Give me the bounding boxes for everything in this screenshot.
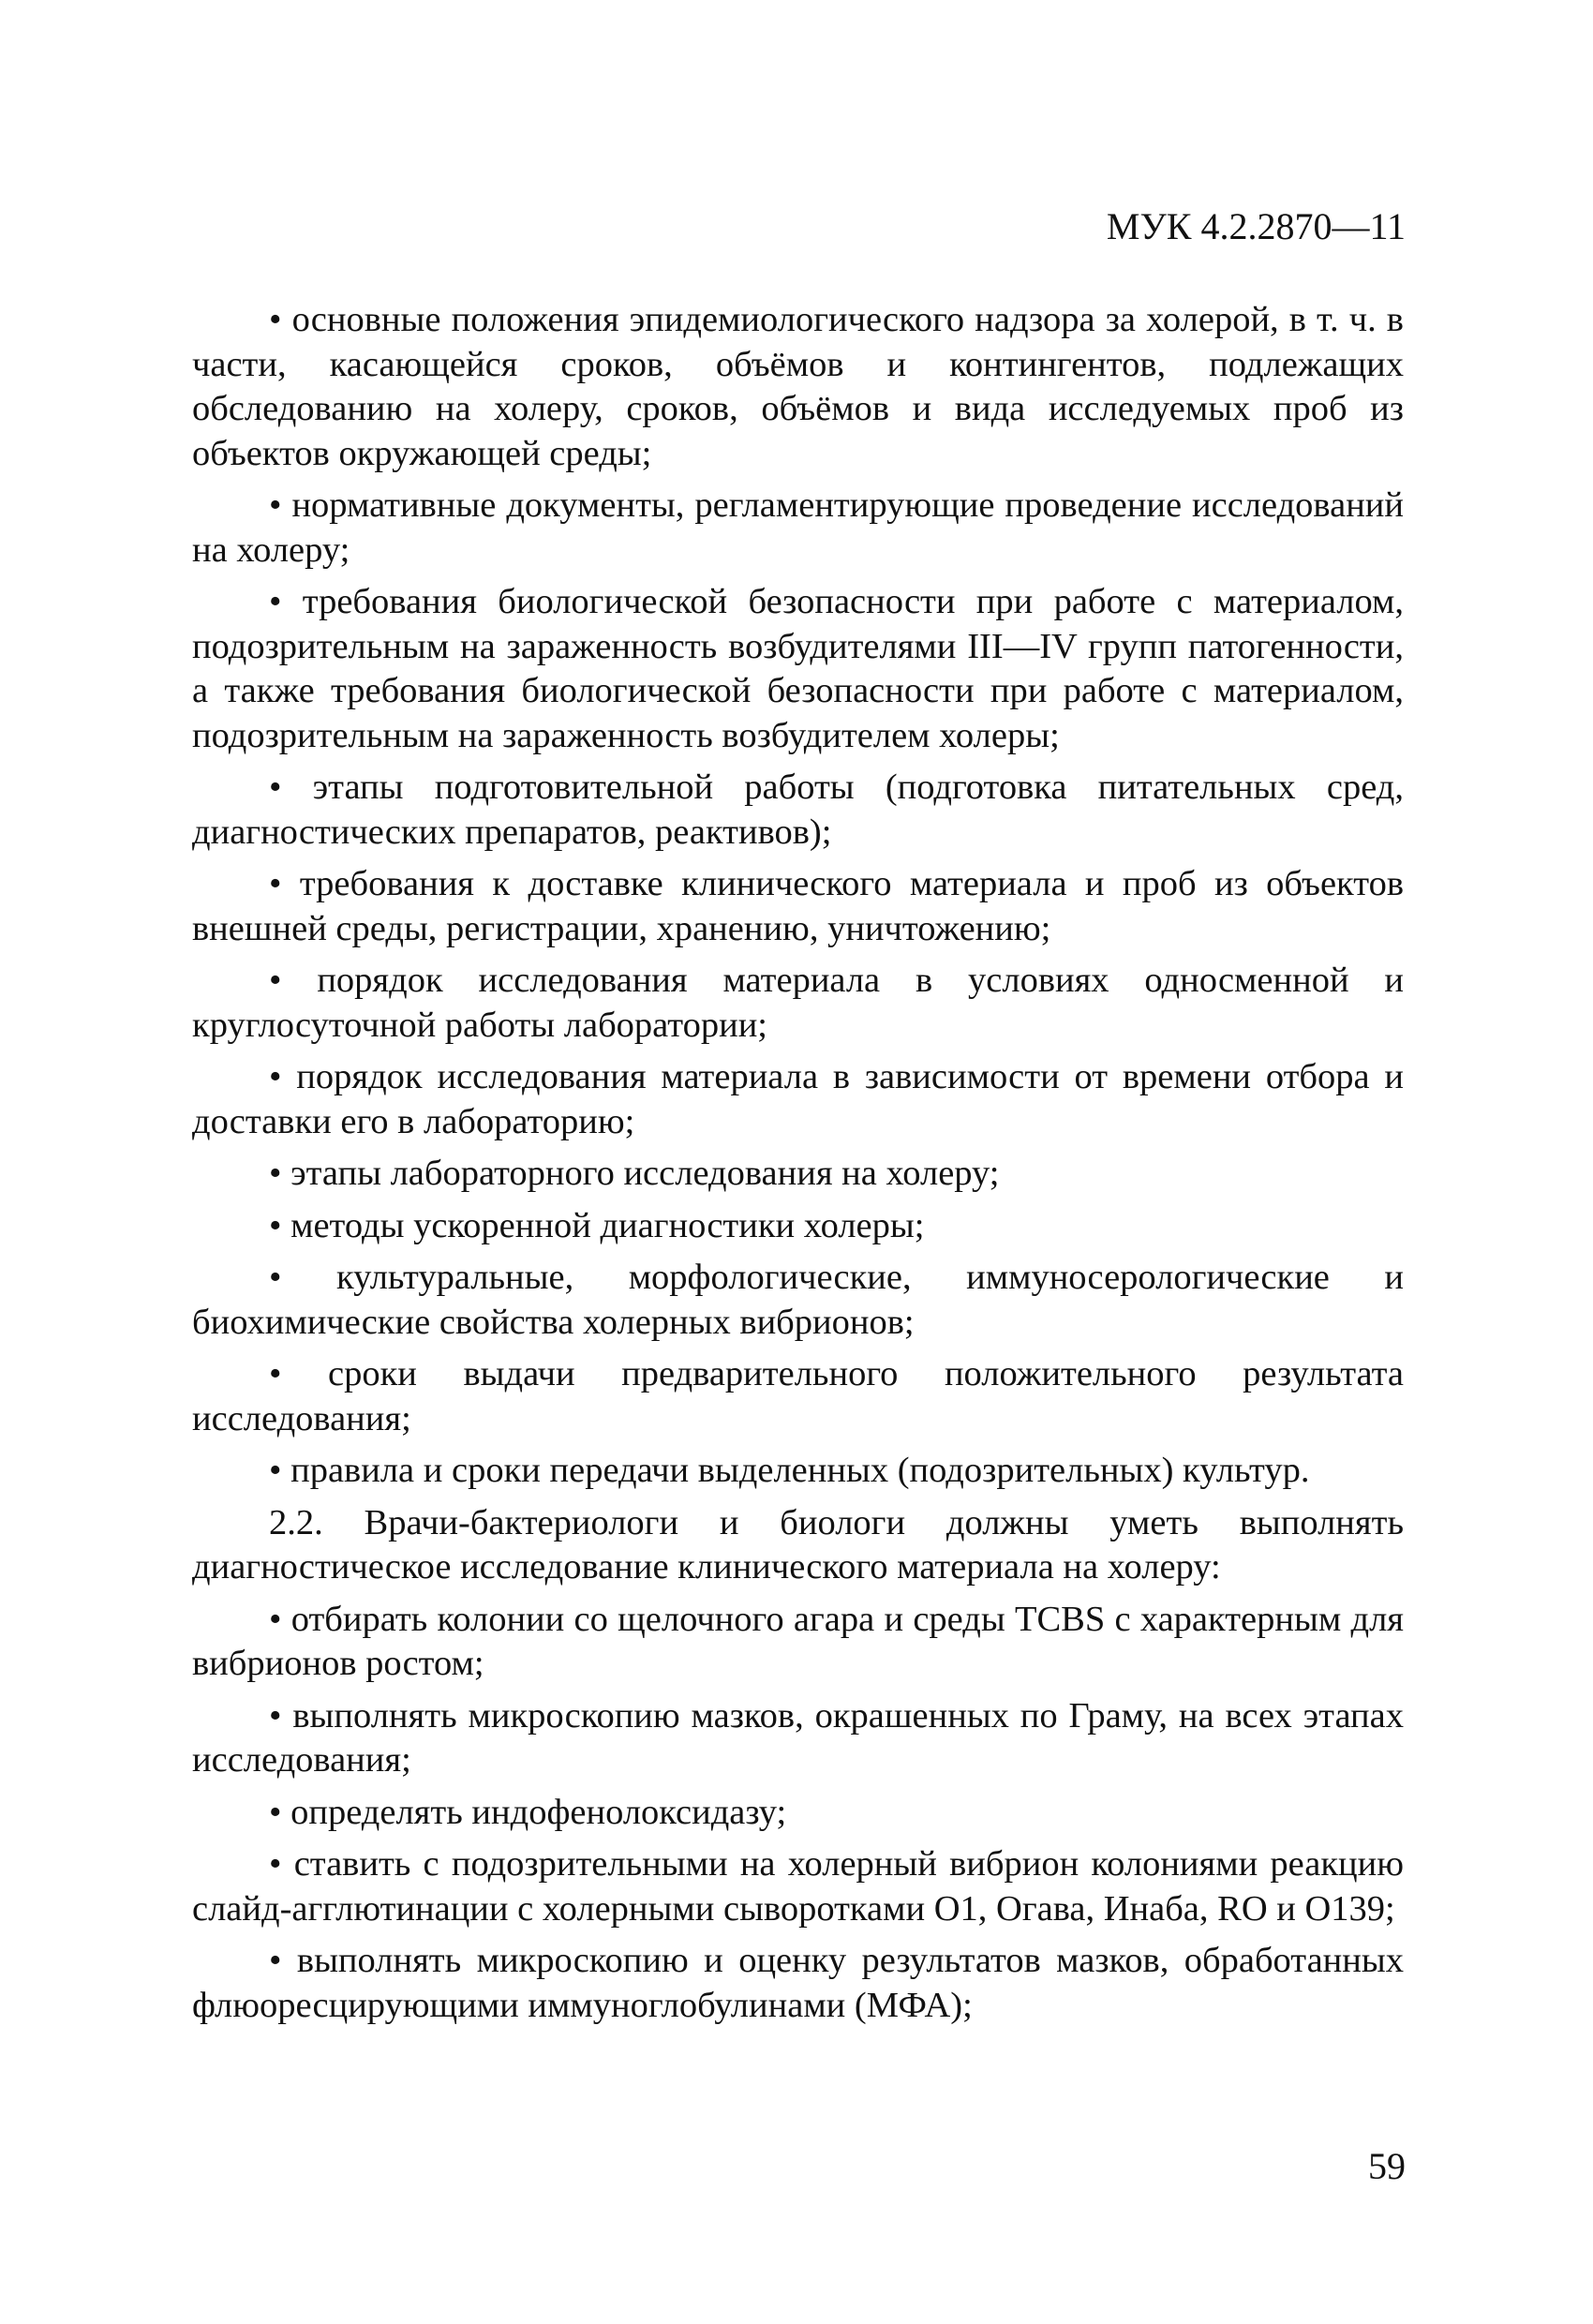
list-item: • определять индофенолоксидазу; <box>269 1792 787 1832</box>
list-item: • выполнять микроскопию и оценку результатов мазков, обработанных флюоресцирующими иммуноглобулинами (МФА); <box>192 1941 1404 2025</box>
list-item: • правила и сроки передачи выделенных (подозрительных) культур. <box>269 1451 1310 1490</box>
body-text <box>192 298 1404 2028</box>
list-item: • порядок исследования материала в условиях односменной и круглосуточной работы лаборатории; <box>192 961 1404 1045</box>
page-number: 59 <box>1368 2145 1406 2187</box>
list-item: • культуральные, морфологические, иммуносерологические и биохимические свойства холерных вибрионов; <box>192 1258 1404 1342</box>
list-item: • нормативные документы, регламентирующие проведение исследований на холеру; <box>192 485 1404 570</box>
list-item: • выполнять микроскопию мазков, окрашенных по Граму, на всех этапах исследования; <box>192 1695 1404 1780</box>
list-item: • этапы лабораторного исследования на холеру; <box>269 1154 1000 1193</box>
list-item: • требования биологической безопасности при работе с материалом, подозрительным на зараженность возбудителями III—IV групп патогенности, а также требования биологической безопасности при работе с материалом, подозрительным на зараженность возбудителем холеры; <box>192 582 1404 755</box>
section-paragraph: 2.2. Врачи-бактериологи и биологи должны уметь выполнять диагностическое исследование клинического материала на холеру: <box>192 1502 1404 1587</box>
list-item: • порядок исследования материала в зависимости от времени отбора и доставки его в лабораторию; <box>192 1057 1404 1141</box>
document-code: МУК 4.2.2870—11 <box>1106 205 1406 247</box>
list-item: • ставить с подозрительными на холерный вибрион колониями реакцию слайд-агглютинации с холерными сыворотками O1, Огава, Инаба, RO и O139; <box>192 1844 1404 1929</box>
list-item: • сроки выдачи предварительного положительного результата исследования; <box>192 1354 1404 1438</box>
list-item: • методы ускоренной диагностики холеры; <box>269 1205 925 1245</box>
list-item: • этапы подготовительной работы (подготовка питательных сред, диагностических препаратов, реактивов); <box>192 767 1404 852</box>
list-item: • требования к доставке клинического материала и проб из объектов внешней среды, регистрации, хранению, уничтожению; <box>192 864 1404 948</box>
list-item: • отбирать колонии со щелочного агара и среды TCBS с характерным для вибрионов ростом; <box>192 1599 1404 1683</box>
list-item: • основные положения эпидемиологического надзора за холерой, в т. ч. в части, касающейся сроков, объёмов и контингентов, подлежащих обследованию на холеру, сроков, объёмов и вида исследуемых проб из объектов окружающей среды; <box>192 300 1404 473</box>
